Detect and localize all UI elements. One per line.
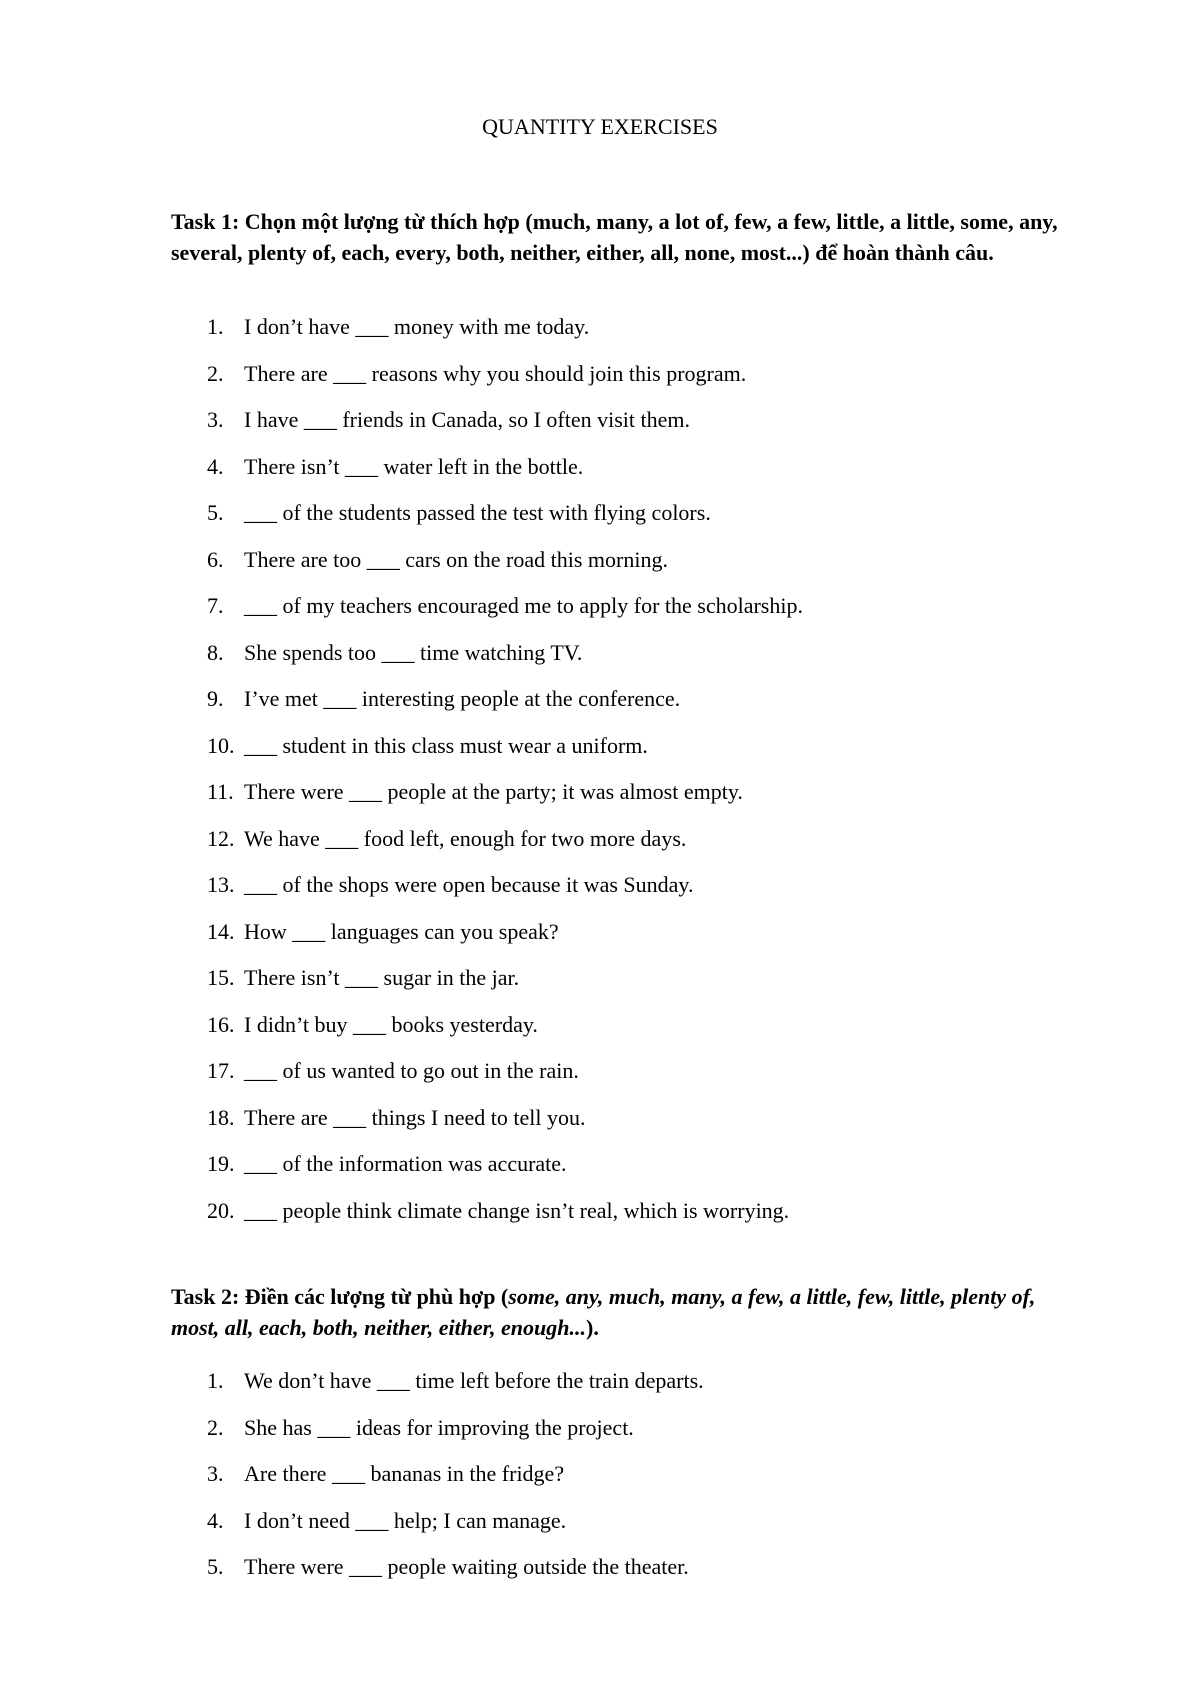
exercise-number: 4. <box>207 453 224 479</box>
exercise-number: 14. <box>207 918 235 944</box>
exercise-number: 5. <box>207 500 224 525</box>
document-title: QUANTITY EXERCISES <box>482 114 718 139</box>
exercise-sentence: She has ___ ideas for improving the project. <box>244 1414 634 1440</box>
task2-heading-words: some, any, much, many, a few, a little, few, little, plenty of, most, all, each, both, neither, either, enough... <box>171 1284 1036 1340</box>
exercise-number: 6. <box>207 546 224 572</box>
exercise-sentence: ___ of the shops were open because it was Sunday. <box>244 872 694 897</box>
task1-heading: Task 1: Chọn một lượng từ thích hợp (much, many, a lot of, few, a few, little, a little, some, any, several, plenty of, each, every, both, neither, either, all, none, most...) để hoàn thành câu. <box>171 209 1058 265</box>
exercise-sentence: How ___ languages can you speak? <box>244 918 559 944</box>
exercise-sentence: There isn’t ___ sugar in the jar. <box>244 965 520 990</box>
exercise-number: 17. <box>207 1058 235 1083</box>
exercise-sentence: There isn’t ___ water left in the bottle. <box>244 453 584 479</box>
exercise-sentence: ___ of the information was accurate. <box>244 1151 567 1176</box>
exercise-sentence: ___ people think climate change isn’t real, which is worrying. <box>244 1197 790 1223</box>
exercise-sentence: There were ___ people waiting outside the theater. <box>244 1554 689 1579</box>
exercise-number: 19. <box>207 1151 235 1176</box>
exercise-number: 11. <box>207 779 234 804</box>
exercise-number: 12. <box>207 825 235 851</box>
exercise-sentence: I don’t have ___ money with me today. <box>244 314 590 339</box>
exercise-number: 4. <box>207 1507 224 1533</box>
exercise-sentence: There were ___ people at the party; it was almost empty. <box>244 779 743 804</box>
exercise-sentence: Are there ___ bananas in the fridge? <box>244 1461 565 1486</box>
exercise-number: 2. <box>207 1414 224 1440</box>
exercise-sentence: We have ___ food left, enough for two more days. <box>244 825 687 851</box>
exercise-sentence: I have ___ friends in Canada, so I often visit them. <box>244 407 691 432</box>
exercise-sentence: There are too ___ cars on the road this morning. <box>244 546 668 572</box>
exercise-number: 8. <box>207 639 224 665</box>
exercise-sentence: ___ student in this class must wear a uniform. <box>244 732 648 758</box>
exercise-number: 10. <box>207 732 235 758</box>
exercise-sentence: She spends too ___ time watching TV. <box>244 639 583 665</box>
exercise-number: 2. <box>207 360 224 386</box>
exercise-number: 5. <box>207 1554 224 1579</box>
exercise-number: 18. <box>207 1104 235 1130</box>
exercise-sentence: There are ___ reasons why you should join this program. <box>244 360 747 386</box>
exercise-number: 16. <box>207 1011 235 1037</box>
task2-heading <box>171 1281 1081 1343</box>
exercise-number: 1. <box>207 314 224 339</box>
exercise-number: 13. <box>207 872 235 897</box>
exercise-number: 3. <box>207 407 224 432</box>
exercise-number: 3. <box>207 1461 224 1486</box>
exercise-number: 1. <box>207 1368 224 1393</box>
exercise-sentence: I didn’t buy ___ books yesterday. <box>244 1011 538 1037</box>
exercise-sentence: I don’t need ___ help; I can manage. <box>244 1507 567 1533</box>
exercise-number: 9. <box>207 686 224 711</box>
exercise-sentence: We don’t have ___ time left before the train departs. <box>244 1368 704 1393</box>
task2-heading-intro: Task 2: Điền các lượng từ phù hợp ( <box>171 1284 509 1309</box>
exercise-sentence: I’ve met ___ interesting people at the conference. <box>244 686 681 711</box>
exercise-number: 7. <box>207 593 224 618</box>
exercise-sentence: ___ of my teachers encouraged me to apply for the scholarship. <box>244 593 803 618</box>
exercise-sentence: ___ of us wanted to go out in the rain. <box>244 1058 579 1083</box>
exercise-number: 20. <box>207 1197 235 1223</box>
exercise-sentence: ___ of the students passed the test with flying colors. <box>244 500 711 525</box>
exercise-sentence: There are ___ things I need to tell you. <box>244 1104 586 1130</box>
task2-heading-end: ). <box>586 1315 599 1340</box>
exercise-number: 15. <box>207 965 235 990</box>
